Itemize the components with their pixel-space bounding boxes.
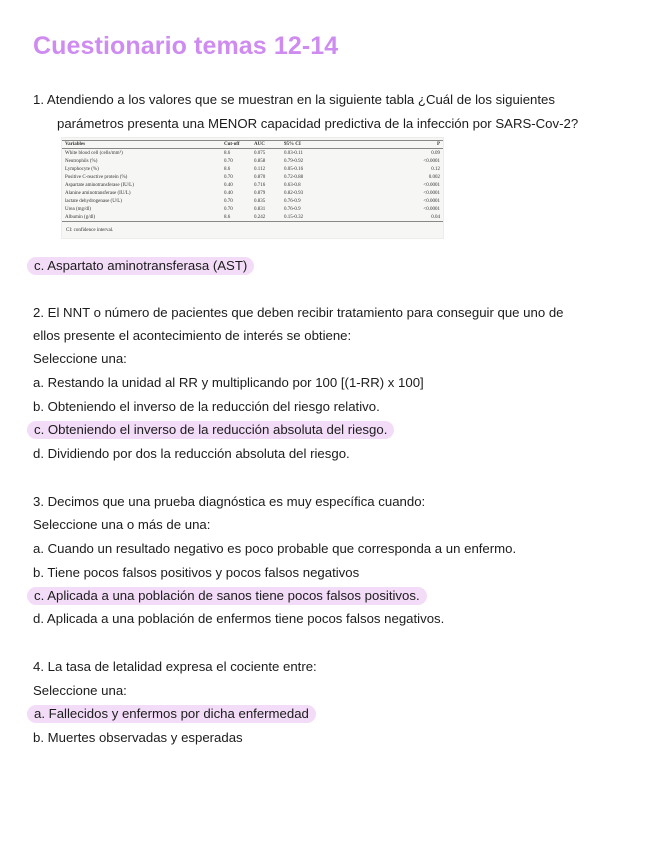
table-cell: 0.70 xyxy=(224,206,233,212)
q4-option-a-wrap xyxy=(33,706,316,722)
table-cell: 0.09 xyxy=(431,150,440,156)
table-cell: 0.04 xyxy=(397,213,443,222)
q2-prompt: Seleccione una: xyxy=(33,351,127,366)
table-cell: 0.70 xyxy=(224,174,233,180)
table-row xyxy=(62,157,443,165)
q3-option-d[interactable]: d. Aplicada a una población de enfermos tiene pocos falsos negativos. xyxy=(33,611,445,626)
q4-prompt: Seleccione una: xyxy=(33,683,127,698)
table-cell: 0.70 xyxy=(224,158,233,164)
q3-prompt: Seleccione una o más de una: xyxy=(33,517,211,532)
q2-option-a[interactable]: a. Restando la unidad al RR y multiplicando por 100 [(1-RR) x 100] xyxy=(33,375,424,390)
table-cell: Neutrophils (%) xyxy=(65,158,98,164)
table-cell: 0.075 xyxy=(254,150,266,156)
q2-option-b[interactable]: b. Obteniendo el inverso de la reducción del riesgo relativo. xyxy=(33,399,380,414)
table-cell: 0.82-0.93 xyxy=(284,190,304,196)
q3-option-b[interactable]: b. Tiene pocos falsos positivos y pocos falsos negativos xyxy=(33,565,360,580)
table-header-cell: AUC xyxy=(251,141,281,149)
table-cell: White blood cell (cells/mm³) xyxy=(65,150,123,156)
q4-text-line-1: 4. La tasa de letalidad expresa el cociente entre: xyxy=(33,659,317,674)
q3-text-line-1: 3. Decimos que una prueba diagnóstica es muy específica cuando: xyxy=(33,494,426,509)
table-cell: 0.716 xyxy=(254,182,266,188)
q1-selected-answer[interactable]: c. Aspartato aminotransferasa (AST) xyxy=(27,257,254,275)
table-cell: 0.112 xyxy=(254,166,266,172)
table-footnote: CI: confidence interval. xyxy=(66,228,114,233)
table-cell: 0.12 xyxy=(431,166,440,172)
table-row xyxy=(62,205,443,213)
table-cell: Positive C-reactive protein (%) xyxy=(65,174,128,180)
table-cell: 8.6 xyxy=(221,213,251,222)
table-row xyxy=(62,181,443,189)
table-cell: 0.835 xyxy=(254,198,266,204)
table-cell: 0.40 xyxy=(224,190,233,196)
table-cell: 0.63-0.8 xyxy=(284,182,301,188)
table-header-cell: 95% CI xyxy=(281,141,397,149)
table-cell: 0.242 xyxy=(251,213,281,222)
q2-option-c-wrap xyxy=(33,422,394,438)
table-cell: 0.15-0.32 xyxy=(281,213,397,222)
q2-option-d[interactable]: d. Dividiendo por dos la reducción absoluta del riesgo. xyxy=(33,446,350,461)
table-cell: 0.76-0.9 xyxy=(284,206,301,212)
table-row xyxy=(62,165,443,173)
table-row xyxy=(62,197,443,205)
table-cell: Alanine aminotransferase (IU/L) xyxy=(65,190,131,196)
q3-option-c-selected[interactable]: c. Aplicada a una población de sanos tiene pocos falsos positivos. xyxy=(27,587,427,605)
q1-text-line-2: parámetros presenta una MENOR capacidad predictiva de la infección por SARS-Cov-2? xyxy=(57,116,579,131)
table-cell: 0.002 xyxy=(428,174,440,180)
table-header-cell: Variables xyxy=(62,141,221,149)
table-row xyxy=(62,213,443,222)
table-cell: 8.6 xyxy=(224,150,231,156)
table-cell: <0.0001 xyxy=(423,198,440,204)
table-row xyxy=(62,149,443,158)
q3-option-a[interactable]: a. Cuando un resultado negativo es poco probable que corresponda a un enfermo. xyxy=(33,541,517,556)
q2-text-line-2: ellos presente el acontecimiento de interés se obtiene: xyxy=(33,328,352,343)
table-cell: 0.79-0.92 xyxy=(284,158,304,164)
q3-option-c-wrap xyxy=(33,588,427,604)
q1-answer-wrap xyxy=(33,258,254,274)
table-cell: 0.870 xyxy=(254,174,266,180)
table-cell: 0.05-0.16 xyxy=(284,166,304,172)
table-header-cell: Cut-off xyxy=(221,141,251,149)
table-cell: <0.0001 xyxy=(423,206,440,212)
table-header-cell: P xyxy=(397,141,443,149)
q2-text-line-1: 2. El NNT o número de pacientes que deben recibir tratamiento para conseguir que uno de xyxy=(33,305,564,320)
q4-option-b[interactable]: b. Muertes observadas y esperadas xyxy=(33,730,243,745)
table-cell: 0.40 xyxy=(224,182,233,188)
table-cell: 8.6 xyxy=(224,166,231,172)
table-cell: 0.858 xyxy=(254,158,266,164)
table-cell: lactate dehydrogenase (U/L) xyxy=(65,198,122,204)
table-cell: 0.831 xyxy=(254,206,266,212)
q2-option-c-selected[interactable]: c. Obteniendo el inverso de la reducción absoluta del riesgo. xyxy=(27,421,394,439)
table-cell: <0.0001 xyxy=(423,190,440,196)
table-cell: 0.72-0.88 xyxy=(284,174,304,180)
table-cell: 0.879 xyxy=(254,190,266,196)
table-cell: Aspartate aminotransferase (IU/L) xyxy=(65,182,134,188)
table-cell: 0.76-0.9 xyxy=(284,198,301,204)
table-header-row xyxy=(62,141,443,149)
q1-text-line-1: 1. Atendiendo a los valores que se muestran en la siguiente tabla ¿Cuál de los siguientes xyxy=(33,92,555,107)
q4-option-a-selected[interactable]: a. Fallecidos y enfermos por dicha enfermedad xyxy=(27,705,316,723)
page-title: Cuestionario temas 12-14 xyxy=(33,32,339,60)
table-row xyxy=(62,189,443,197)
table-cell: <0.0001 xyxy=(423,158,440,164)
table-row xyxy=(62,173,443,181)
predictive-values-table xyxy=(61,137,444,239)
table-cell: Lymphocyte (%) xyxy=(65,166,99,172)
table-cell: 0.03-0.11 xyxy=(284,150,303,156)
table-cell: 0.70 xyxy=(224,198,233,204)
table-cell: <0.0001 xyxy=(423,182,440,188)
table-cell: Albumin (g/dl) xyxy=(62,213,221,222)
table-cell: Urea (mg/dl) xyxy=(65,206,91,212)
